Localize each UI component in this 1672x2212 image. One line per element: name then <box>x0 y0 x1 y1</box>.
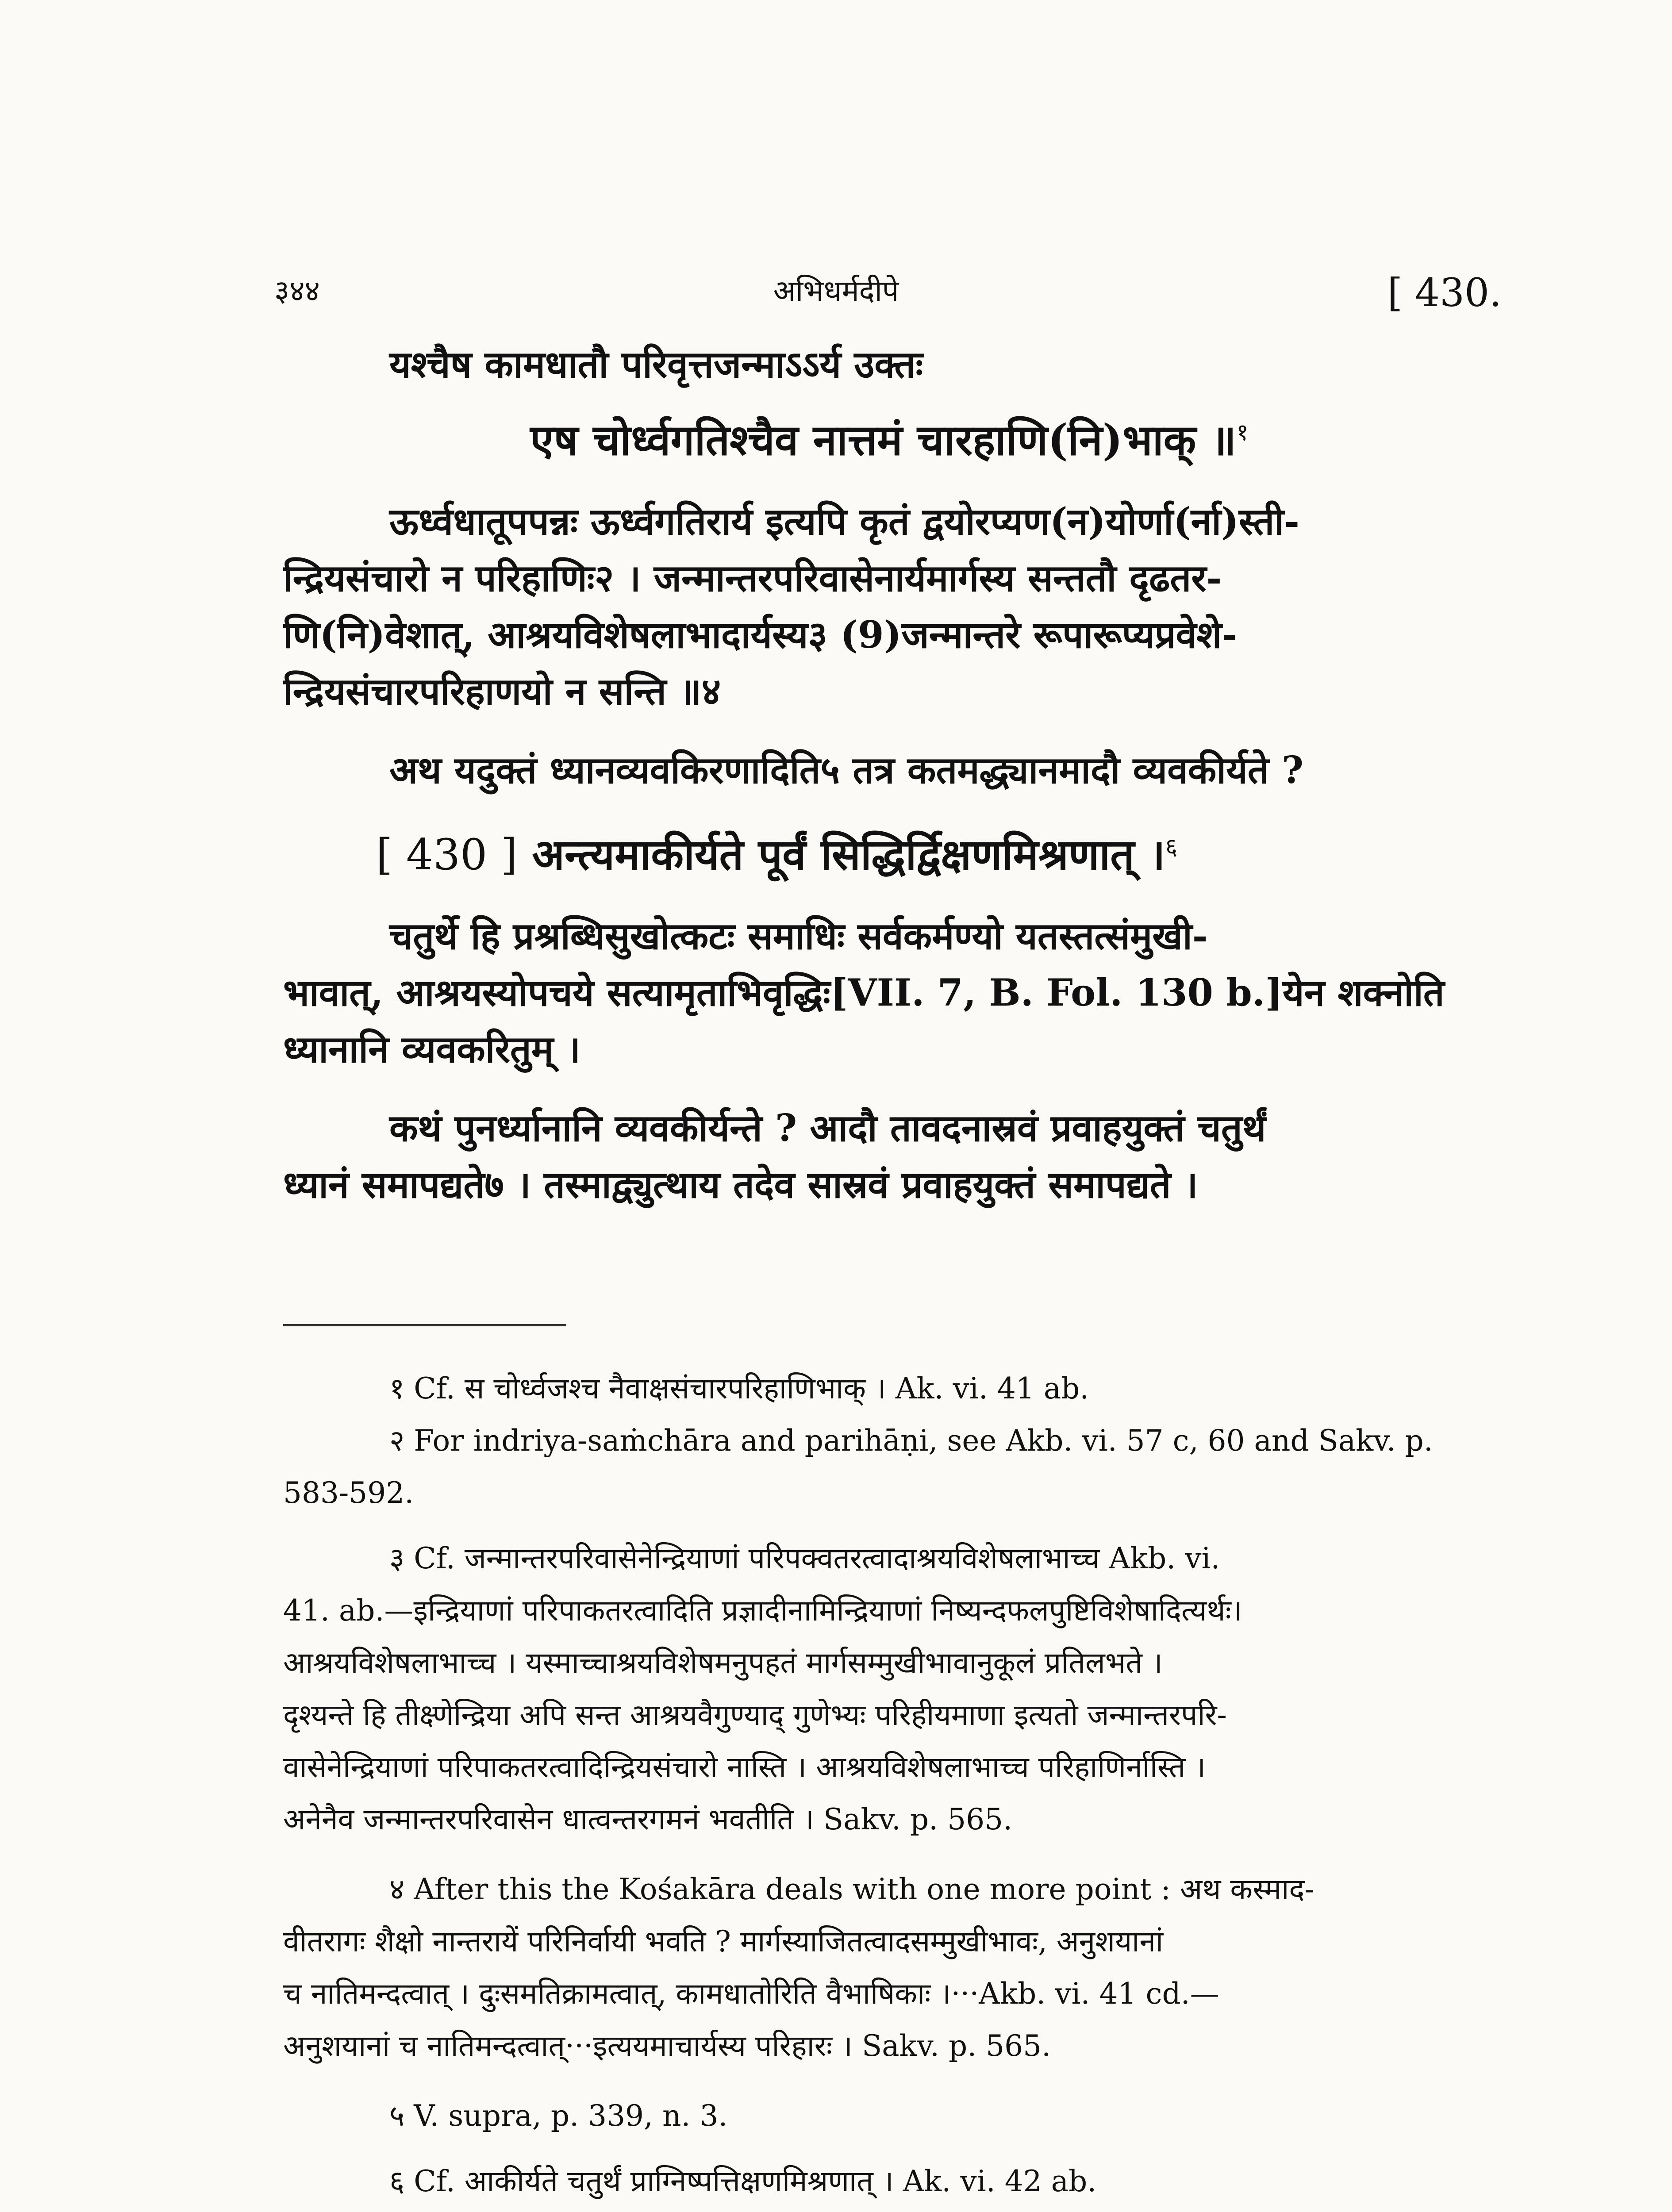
paragraph-2: अथ यदुक्तं ध्यानव्यवकिरणादिति५ तत्र कतमद्ध्यानमादौ व्यवकीर्यते ? <box>389 748 1304 792</box>
paragraph-3 <box>283 908 1495 1078</box>
footnote-6: ६ Cf. आकीर्यते चतुर्थं प्राग्निष्पत्तिक्षणमिश्रणात् । Ak. vi. 42 ab. <box>389 2164 1097 2198</box>
paragraph-3-line: चतुर्थे हि प्रश्रब्धिसुखोत्कटः समाधिः सर्वकर्मण्यो यतस्तत्संमुखी- <box>389 914 1208 958</box>
section-number: [ 430. <box>1387 270 1502 315</box>
paragraph-1-line: न्द्रियसंचारपरिहाणयो न सन्ति ॥४ <box>283 669 721 713</box>
paragraph-3-line: ध्यानानि व्यवकरितुम् । <box>283 1027 581 1071</box>
footnote-3-line: अनेनैव जन्मान्तरपरिवासेन धात्वन्तरगमनं भवतीति । Sakv. p. 565. <box>283 1802 1013 1836</box>
footnote-3-line: वासेनेन्द्रियाणां परिपाकतरत्वादिन्द्रियसंचारो नास्ति । आश्रयविशेषलाभाच्च परिहाणिर्नास्ति । <box>283 1750 1206 1784</box>
footnote-4 <box>283 1863 1495 2072</box>
paragraph-4-line: कथं पुनर्ध्यानानि व्यवकीर्यन्ते ? आदौ तावदनास्रवं प्रवाहयुक्तं चतुर्थं <box>389 1106 1266 1150</box>
footnote-4-line: वीतरागः शैक्षो नान्तरायें परिनिर्वायी भवति ? मार्गस्याजितत्वादसम्मुखीभावः, अनुशयानां <box>283 1924 1164 1959</box>
paragraph-3-line: भावात्, आश्रयस्योपचये सत्यामृताभिवृद्धिः[VII. 7, B. Fol. 130 b.]येन शक्नोति <box>283 971 1445 1014</box>
footnote-5: ५ V. supra, p. 339, n. 3. <box>389 2099 728 2133</box>
verse-2 <box>283 816 1495 886</box>
footnote-1: १ Cf. स चोर्ध्वजश्च नैवाक्षसंचारपरिहाणिभाक् । Ak. vi. 41 ab. <box>389 1371 1089 1406</box>
footnote-4-line: ४ After this the Kośakāra deals with one more point : अथ कस्माद- <box>389 1872 1315 1906</box>
verse-2-note-mark: ६ <box>1165 833 1178 860</box>
verse-1-text: एष चोर्ध्वगतिश्चैव नात्तमं चारहाणि(नि)भाक् ॥ <box>530 415 1237 465</box>
footnotes <box>283 1363 1495 2212</box>
paragraph-4 <box>283 1100 1495 1213</box>
verse-2-text: अन्त्यमाकीर्यते पूर्वं सिद्धिर्द्विक्षणमिश्रणात् । <box>532 830 1165 879</box>
footnote-2-line: 583-592. <box>283 1476 414 1510</box>
verse-1 <box>283 402 1495 471</box>
paragraph-1-line: णि(नि)वेशात्, आश्रयविशेषलाभादार्यस्य३ (9)जन्मान्तरे रूपारूप्यप्रवेशे- <box>283 613 1238 657</box>
page-number: ३४४ <box>274 274 320 308</box>
footnote-3-line: ३ Cf. जन्मान्तरपरिवासेनेन्द्रियाणां परिपक्वतरत्वादाश्रयविशेषलाभाच्च Akb. vi. <box>389 1541 1220 1575</box>
paragraph-1-line: न्द्रियसंचारो न परिहाणिः२ । जन्मान्तरपरिवासेनार्यमार्गस्य सन्ततौ दृढतर- <box>283 556 1222 600</box>
footnote-3-line: 41. ab.—इन्द्रियाणां परिपाकतरत्वादिति प्रज्ञादीनामिन्द्रियाणां निष्यन्दफलपुष्टिविशेषादित्यर्थः। <box>283 1594 1242 1628</box>
paragraph-1-line: ऊर्ध्वधातूपपन्नः ऊर्ध्वगतिरार्य इत्यपि कृतं द्वयोरप्यण(न)योर्णा(र्ना)स्ती- <box>389 499 1299 543</box>
paragraph-1 <box>283 493 1495 720</box>
footnote-3 <box>283 1532 1495 1846</box>
footnote-3-line: आश्रयविशेषलाभाच्च । यस्माच्चाश्रयविशेषमनुपहतं मार्गसम्मुखीभावानुकूलं प्रतिलभते । <box>283 1646 1163 1680</box>
footnote-4-line: च नातिमन्दत्वात् । दुःसमतिक्रामत्वात्, कामधातोरिति वैभाषिकाः ।···Akb. vi. 41 cd.— <box>283 1977 1219 2011</box>
verse-2-number: [ 430 ] <box>376 830 518 879</box>
paragraph-4-line: ध्यानं समापद्यते७ । तस्माद्व्युत्थाय तदेव सास्रवं प्रवाहयुक्तं समापद्यते । <box>283 1163 1198 1206</box>
footnote-4-line: अनुशयानां च नातिमन्दत्वात्···इत्ययमाचार्यस्य परिहारः । Sakv. p. 565. <box>283 2029 1051 2063</box>
running-title: अभिधर्मदीपे <box>773 274 899 308</box>
verse-1-note-mark: १ <box>1236 419 1249 446</box>
main-text <box>283 336 1495 1213</box>
footnote-3-line: दृश्यन्ते हि तीक्ष्णेन्द्रिया अपि सन्त आश्रयवैगुण्याद् गुणेभ्यः परिहीयमाणा इत्यतो जन्मान्तरपरि- <box>283 1698 1227 1732</box>
footnote-divider <box>283 1324 566 1326</box>
intro-line: यश्चैष कामधातौ परिवृत्तजन्माऽऽर्य उक्तः <box>389 342 923 386</box>
footnote-2-line: २ For indriya-saṁchāra and parihāṇi, see Akb. vi. 57 c, 60 and Sakv. p. <box>389 1424 1433 1458</box>
